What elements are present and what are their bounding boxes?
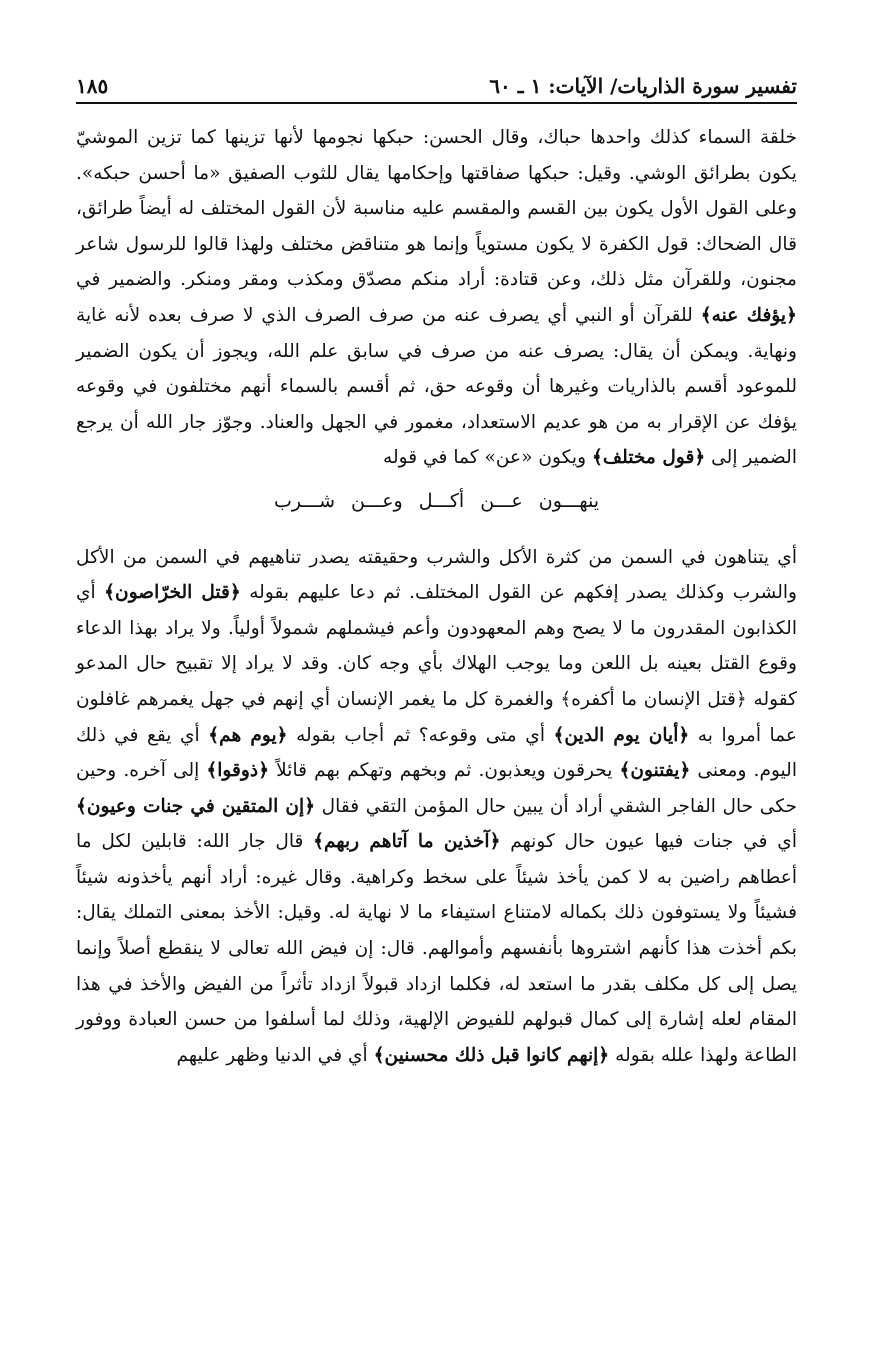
text-run: أي في الدنيا وظهر عليهم [176,1044,374,1066]
text-run: خلقة السماء كذلك واحدها حباك، وقال الحسن: حبكها نجومها لأنها تزينها كما تزين الموشيّ يكون بطرائق الوشي. وقيل: حبكها صفاقتها وإحكامها يقال للثوب الصفيق «ما أحسن حبكه». وعلى القول الأول يكون بين القسم والمقسم عليه مناسبة لأن القول المختلف له أيضاً طرائق، قال الضحاك: قول الكفرة لا يكون مستوياً وإنما هو متناقض مختلف ولهذا قالوا للرسول شاعر مجنون، وللقرآن مثل ذلك، وعن قتادة: أراد منكم مصدّق ومكذب ومقر ومنكر. والضمير في [76,127,797,291]
body-text [76,120,797,1073]
quran-quote: ﴿قول مختلف﴾ [592,447,706,469]
quran-quote: ﴿إن المتقين في جنات وعيون﴾ [76,795,316,817]
text-run: ﴿قتل الإنسان ما أكفره﴾ [560,688,747,710]
poetry-verse: ينهـــون عـــن أكـــل وعـــن شـــرب [274,489,599,512]
text-run: ويكون «عن» كما في قوله [382,447,593,469]
quran-quote: ﴿يوم هم﴾ [208,724,288,746]
quran-quote: ﴿يؤفك عنه﴾ [700,304,798,326]
quran-quote: ﴿إنهم كانوا قبل ذلك محسنين﴾ [373,1044,610,1066]
header-rule [76,102,797,104]
running-title: تفسير سورة الذاريات/ الآيات: ١ ـ ٦٠ [489,74,797,98]
quran-quote: ﴿آخذين ما آتاهم ربهم﴾ [313,831,501,853]
text-run: قال جار الله: قابلين لكل ما أعطاهم راضين به لا كمن يأخذ شيئاً على سخط وكراهية. وقال غيره: أراد أنهم يأخذونه شيئاً فشيئاً ولا يستوفون ذلك بكماله لامتناع استيفاء ما لا نهاية له. وقيل: الأخذ بمعنى التملك يقال: بكم أخذت هذا كأنهم اشتروها بأنفسهم وأموالهم. قال: إن فيض الله تعالى لا ينقطع أصلاً وإنما يصل إلى كل مكلف بقدر ما استعد له، فكلما ازداد قبولاً ازداد تأثراً من الفيض والأخذ في هذا المقام لعله إشارة إلى كمال قبولهم للفيوض الإلهية، وذلك لما أسلفوا من حسن العبادة ووفور الطاعة ولهذا علله بقوله [76,831,797,1066]
text-run: أي في جنات فيها عيون حال كونهم [500,831,797,853]
text-run: إلى آخره. وحين حكى حال الفاجر الشقي أراد أن يبين حال المؤمن التقي فقال [76,760,797,817]
page-number: ١٨٥ [76,74,109,98]
paragraph-1 [76,120,797,476]
text-run: والغمرة كل ما يغمر الإنسان أي إنهم في جهل يغمرهم غافلون عما أمروا به [76,688,797,746]
text-run: أي يقع في ذلك اليوم. ومعنى [76,724,798,782]
paragraph-2 [76,540,797,1074]
text-run: أي متى وقوعه؟ ثم أجاب بقوله [287,724,554,746]
text-run: أي يتناهون في السمن من كثرة الأكل والشرب وحقيقته يصدر تناهيهم في السمن من الأكل والشرب وكذلك يصدر إفكهم عن القول المختلف. ثم دعا عليهم بقوله [76,546,798,604]
text-run: يحرقون ويعذبون. ثم وبخهم وتهكم بهم قائلاً [269,760,620,782]
quran-quote: ﴿أيان يوم الدين﴾ [553,724,690,746]
text-run: أي الكذابون المقدرون ما لا يصح وهم المعهودون وأعم فيشملهم شمولاً أولياً. ولا يراد بهذا الدعاء وقوع القتل بعينه بل اللعن وما يوجب الهلاك بأي وجه كان. وقد لا يراد إلا تقبيح حال المدعو كقوله [76,582,797,710]
running-header [76,62,797,98]
quran-quote: ﴿قتل الخرّاصون﴾ [104,582,241,604]
quran-quote: ﴿ذوقوا﴾ [206,760,270,782]
quran-quote: ﴿يفتنون﴾ [619,760,691,782]
text-run: للقرآن أو النبي أي يصرف عنه من صرف الصرف الذي لا صرف بعده لأنه غاية ونهاية. ويمكن أن يقال: يصرف عنه من صرف في سابق علم الله، ويجوز أن يكون الضمير للموعود أقسم بالذاريات وغيرها أن وقوعه حق، ثم أقسم بالسماء أنهم مختلفون في وقوعه يؤفك عن الإقرار به من هو عديم الاستعداد، مغمور في الجهل والعناد. وجوّز جار الله أن يرجع الضمير إلى [76,304,797,469]
